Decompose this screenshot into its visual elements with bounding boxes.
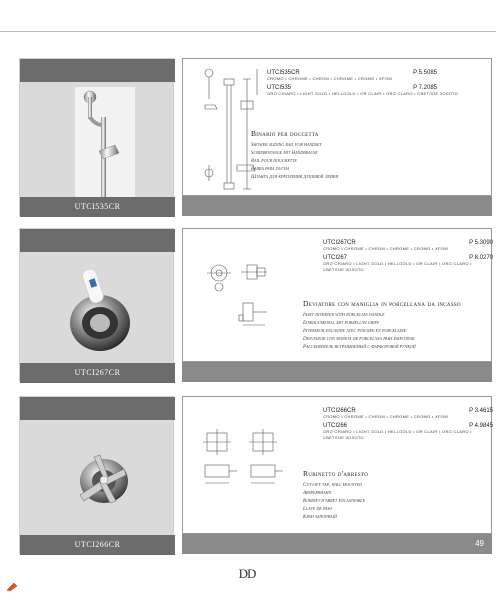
- product-photo-panel: [19, 228, 174, 382]
- product-title: Binario per doccetta: [251, 129, 319, 138]
- variant-finish: CROMO • CHROME • CHROM • CHROME • CROMO • XPOM: [323, 414, 449, 419]
- product-detail-panel: [182, 228, 492, 362]
- variant-finish: ORO CHIARO • LIGHT GOLD • HELLGOLD • OR CLAIR • ORO CLARO • СВЕТЛОЕ ЗОЛОТО: [267, 91, 459, 96]
- variant-code: UTCI266: [323, 423, 348, 429]
- description-line: Inverseur encastre avec poignee en porcelaine: [303, 329, 407, 334]
- variant-code: UTCI266CR: [323, 408, 356, 414]
- variant-code: UTCI267CR: [323, 240, 356, 246]
- product-section-2: [19, 228, 492, 382]
- product-section-3: [19, 396, 492, 554]
- diverter-photo: [60, 259, 135, 359]
- photo-footer-bar: [20, 535, 175, 555]
- product-section-1: [19, 58, 492, 216]
- description-line: Barra para ducha: [251, 167, 290, 172]
- variant-finish: CROMO • CHROME • CHROM • CHROME • CROMO • XPOM: [267, 76, 393, 81]
- photo-header-bar: [20, 397, 175, 420]
- photo-product-code: UTCI267CR: [74, 368, 121, 377]
- product-photo-panel: [19, 396, 174, 554]
- product-title: Rubinetto d'arresto: [303, 469, 369, 478]
- product-detail-panel: [182, 396, 492, 534]
- product-title: Deviatore con maniglia in porcellana da incasso: [303, 299, 461, 308]
- variant-price: P 3.4615: [469, 408, 493, 414]
- detail-footer-bar: [182, 196, 492, 216]
- photo-product-code: UTCI535CR: [74, 202, 121, 211]
- photo-footer-bar: [20, 363, 175, 383]
- stop-valve-photo: [60, 439, 140, 519]
- variant-price: P 8.0270: [469, 255, 493, 261]
- variant-finish: CROMO • CHROME • CHROM • CHROME • CROMO • XPOM: [323, 246, 449, 251]
- description-line: Llave de paso: [303, 507, 333, 512]
- variant-list: [267, 69, 458, 97]
- variant-list: [323, 239, 493, 273]
- photo-header-bar: [20, 229, 175, 252]
- diverter-technical-drawing: [203, 259, 283, 339]
- photo-product-code: UTCI266CR: [74, 540, 121, 549]
- description-line: Cut-off tap, wall mounted: [303, 483, 362, 488]
- product-photo-panel: [19, 58, 174, 216]
- description-line: Inset diverter with porcelain handle: [303, 313, 385, 318]
- detail-footer-bar: [182, 362, 492, 382]
- header-rule: [0, 31, 496, 32]
- photo-footer-bar: [20, 197, 175, 217]
- description-line: Кран запорный: [303, 515, 337, 520]
- product-detail-panel: [182, 58, 492, 196]
- brand-logo: DD: [238, 566, 256, 581]
- variant-price: P 5.5085: [413, 70, 437, 76]
- description-line: Einbauumstell mit porzellan griff: [303, 321, 380, 326]
- variant-finish: ORO CHIARO • LIGHT GOLD • HELLGOLD • OR CLAIR • ORO CLARO • СВЕТЛОЕ ЗОЛОТО: [323, 429, 472, 440]
- variant-code: UTCI267: [323, 255, 348, 261]
- variant-code: UTCI535CR: [267, 70, 300, 76]
- description-line: Rail pour douchette: [251, 159, 297, 164]
- detail-footer-bar: [182, 534, 492, 554]
- page-number: 49: [475, 539, 484, 548]
- variant-code: UTCI535: [267, 85, 292, 91]
- product-description: [303, 469, 489, 522]
- variant-price: P 4.9845: [469, 423, 493, 429]
- pencil-icon[interactable]: [6, 582, 18, 592]
- variant-finish: ORO CHIARO • LIGHT GOLD • HELLGOLD • OR CLAIR • ORO CLARO • СВЕТЛОЕ ЗОЛОТО: [323, 261, 472, 272]
- description-line: Рассеиватель встраиваемый с фарфоровой ручкой: [303, 345, 416, 350]
- variant-list: [323, 407, 493, 441]
- product-description: [251, 129, 481, 182]
- product-description: [303, 299, 489, 352]
- photo-header-bar: [20, 59, 175, 82]
- shower-rail-photo: [75, 87, 135, 197]
- description-line: Desviador con maneta de porcelana para empotrar: [303, 337, 415, 342]
- variant-price: P 7.2085: [413, 85, 437, 91]
- description-line: Shower sliding rail for handset: [251, 143, 322, 148]
- description-line: Штанга для крепления душевой лейки: [251, 175, 339, 180]
- description-line: Schiebestange mit Handbrause: [251, 151, 318, 156]
- description-line: Robinet d'arret encastrable: [303, 499, 365, 504]
- description-line: Absperrhahn: [303, 491, 332, 496]
- stop-valve-technical-drawing: [197, 427, 287, 493]
- variant-price: P 5.3090: [469, 240, 493, 246]
